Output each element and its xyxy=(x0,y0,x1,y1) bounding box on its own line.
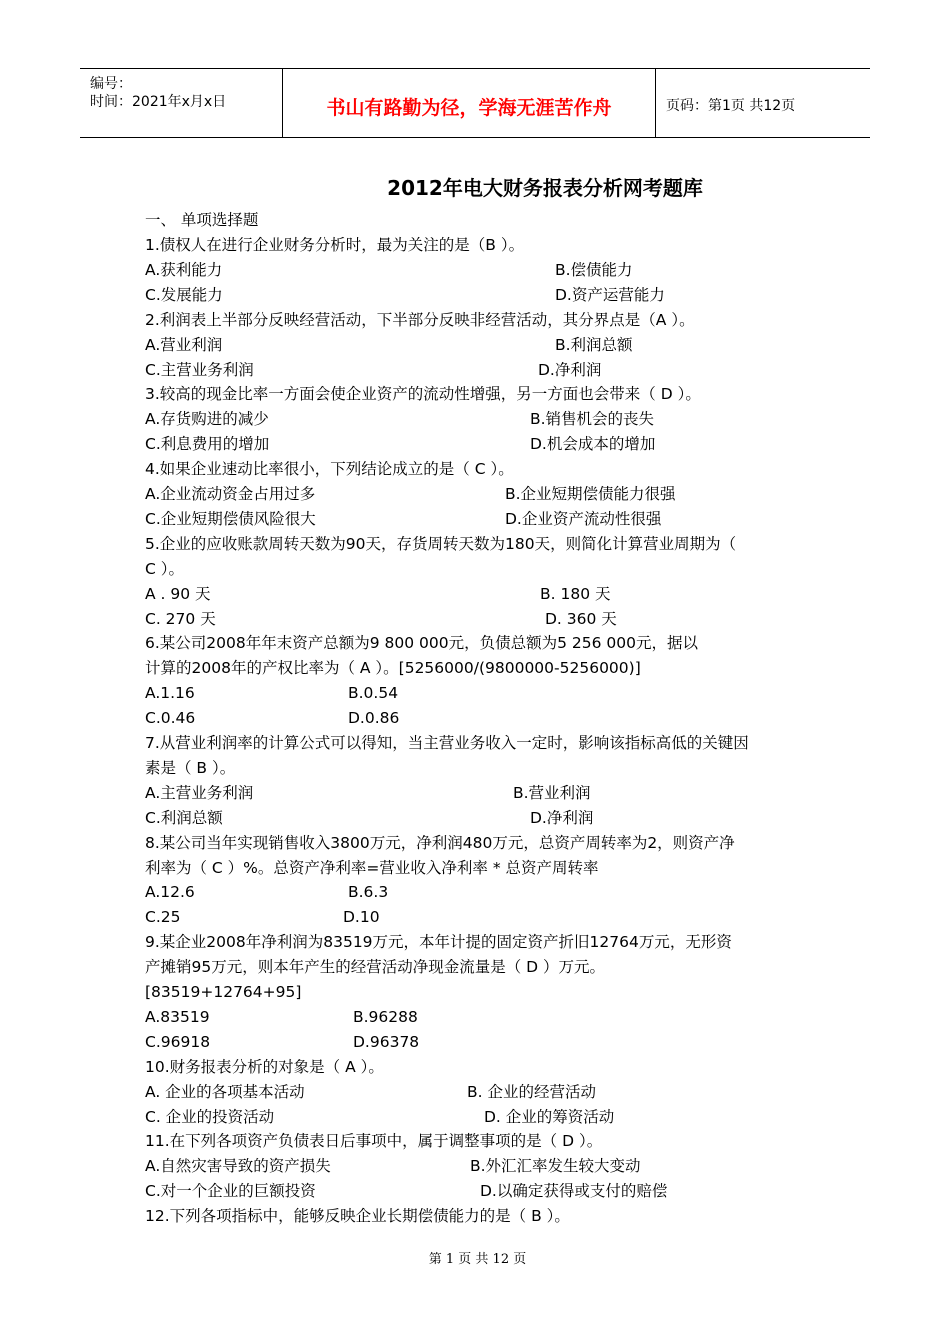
question-line: 1.债权人在进行企业财务分析时，最为关注的是（B ）。 xyxy=(145,236,525,254)
header-table xyxy=(80,68,870,138)
header-page-cell xyxy=(656,69,870,137)
question-line: C.对一个企业的巨额投资 xyxy=(145,1182,316,1201)
question-line: 6.某公司2008年年末资产总额为9 800 000元，负债总额为5 256 000元，据以 xyxy=(145,634,699,653)
answer-option: D. 360 天 xyxy=(545,609,617,628)
question-line: 10.财务报表分析的对象是（ A ）。 xyxy=(145,1057,384,1076)
question-line: 9.某企业2008年净利润为83519万元，本年计提的固定资产折旧12764万元，无形资 xyxy=(145,933,732,952)
answer-option: D. 企业的筹资活动 xyxy=(484,1107,615,1126)
question-line: A. 企业的各项基本活动 xyxy=(145,1082,305,1101)
question-line: A.企业流动资金占用过多 xyxy=(145,485,316,503)
answer-option: B.0.54 xyxy=(348,684,399,703)
answer-option: B.外汇汇率发生较大变动 xyxy=(470,1157,641,1176)
answer-option: B.6.3 xyxy=(348,883,389,902)
question-line: C.25 xyxy=(145,908,181,927)
answer-option: D.0.86 xyxy=(348,709,400,728)
question-line: 2.利润表上半部分反映经营活动，下半部分反映非经营活动，其分界点是（A ）。 xyxy=(145,310,695,329)
motto-text: 书山有路勤为径，学海无涯苦作舟 xyxy=(326,97,612,119)
question-line: 4.如果企业速动比率很小，下列结论成立的是（ C ）。 xyxy=(145,460,514,479)
answer-option: B. 企业的经营活动 xyxy=(467,1082,596,1101)
question-line: 利率为（ C ）%。总资产净利率=营业收入净利率 * 总资产周转率 xyxy=(145,858,599,877)
question-line: C.利润总额 xyxy=(145,808,223,827)
section-heading: 一、 单项选择题 xyxy=(145,211,259,229)
question-line: A.存货购进的减少 xyxy=(145,410,269,429)
answer-option: D.净利润 xyxy=(530,808,594,827)
question-line: C.利息费用的增加 xyxy=(145,435,270,454)
answer-option: D.净利润 xyxy=(538,360,602,379)
answer-option: D.机会成本的增加 xyxy=(530,435,656,454)
question-line: [83519+12764+95] xyxy=(145,983,302,1001)
question-line: C. 企业的投资活动 xyxy=(145,1107,275,1126)
question-line: 7.从营业利润率的计算公式可以得知，当主营业务收入一定时，影响该指标高低的关键因 xyxy=(145,734,749,752)
question-line: C.企业短期偿债风险很大 xyxy=(145,509,316,528)
question-line: 8.某公司当年实现销售收入3800万元，净利润480万元，总资产周转率为2，则资产净 xyxy=(145,833,735,852)
question-line: A.营业利润 xyxy=(145,335,223,354)
question-line: 12.下列各项指标中，能够反映企业长期偿债能力的是（ B ）。 xyxy=(145,1207,570,1226)
question-line: C ）。 xyxy=(145,559,184,578)
question-line: 计算的2008年的产权比率为（ A ）。[5256000/(9800000-5256000)] xyxy=(145,659,641,678)
document-title: 2012年电大财务报表分析网考题库 xyxy=(387,176,703,200)
answer-option: D.以确定获得或支付的赔偿 xyxy=(480,1182,668,1201)
answer-option: B.利润总额 xyxy=(555,335,633,354)
number-label: 编号： xyxy=(90,76,132,92)
answer-option: D.96378 xyxy=(353,1032,420,1051)
answer-option: B.营业利润 xyxy=(513,783,591,802)
answer-option: B.96288 xyxy=(353,1007,418,1026)
question-line: 11.在下列各项资产负债表日后事项中，属于调整事项的是（ D ）。 xyxy=(145,1132,603,1151)
question-line: C.96918 xyxy=(145,1032,211,1051)
question-line: C. 270 天 xyxy=(145,609,216,628)
page-footer: 第 1 页 共 12 页 xyxy=(428,1252,527,1267)
question-line: C.主营业务利润 xyxy=(145,360,254,379)
header-meta-cell xyxy=(80,69,283,137)
question-line: A.12.6 xyxy=(145,883,195,902)
answer-option: B.销售机会的丧失 xyxy=(530,410,655,429)
answer-option: B.企业短期偿债能力很强 xyxy=(505,485,676,503)
time-label: 时间：2021年x月x日 xyxy=(90,94,227,110)
question-line: A.自然灾害导致的资产损失 xyxy=(145,1157,331,1176)
question-line: C.发展能力 xyxy=(145,285,223,304)
question-line: A.83519 xyxy=(145,1007,210,1026)
question-line: A.1.16 xyxy=(145,684,195,703)
question-line: 产摊销95万元，则本年产生的经营活动净现金流量是（ D ）万元。 xyxy=(145,958,606,977)
question-line: 5.企业的应收账款周转天数为90天，存货周转天数为180天，则简化计算营业周期为（ xyxy=(145,534,737,553)
question-line: C.0.46 xyxy=(145,709,196,728)
page-info: 页码：第1页 共12页 xyxy=(666,98,796,114)
header-motto-cell xyxy=(283,69,656,137)
answer-option: D.资产运营能力 xyxy=(555,285,665,304)
answer-option: B. 180 天 xyxy=(540,584,611,603)
question-line: A.获利能力 xyxy=(145,260,223,279)
question-line: 3.较高的现金比率一方面会使企业资产的流动性增强，另一方面也会带来（ D ）。 xyxy=(145,385,701,404)
question-line: 素是（ B ）。 xyxy=(145,758,236,777)
answer-option: D.10 xyxy=(343,908,380,927)
question-line: A.主营业务利润 xyxy=(145,783,254,802)
question-line: A . 90 天 xyxy=(145,584,211,603)
answer-option: D.企业资产流动性很强 xyxy=(505,509,662,528)
answer-option: B.偿债能力 xyxy=(555,260,633,279)
